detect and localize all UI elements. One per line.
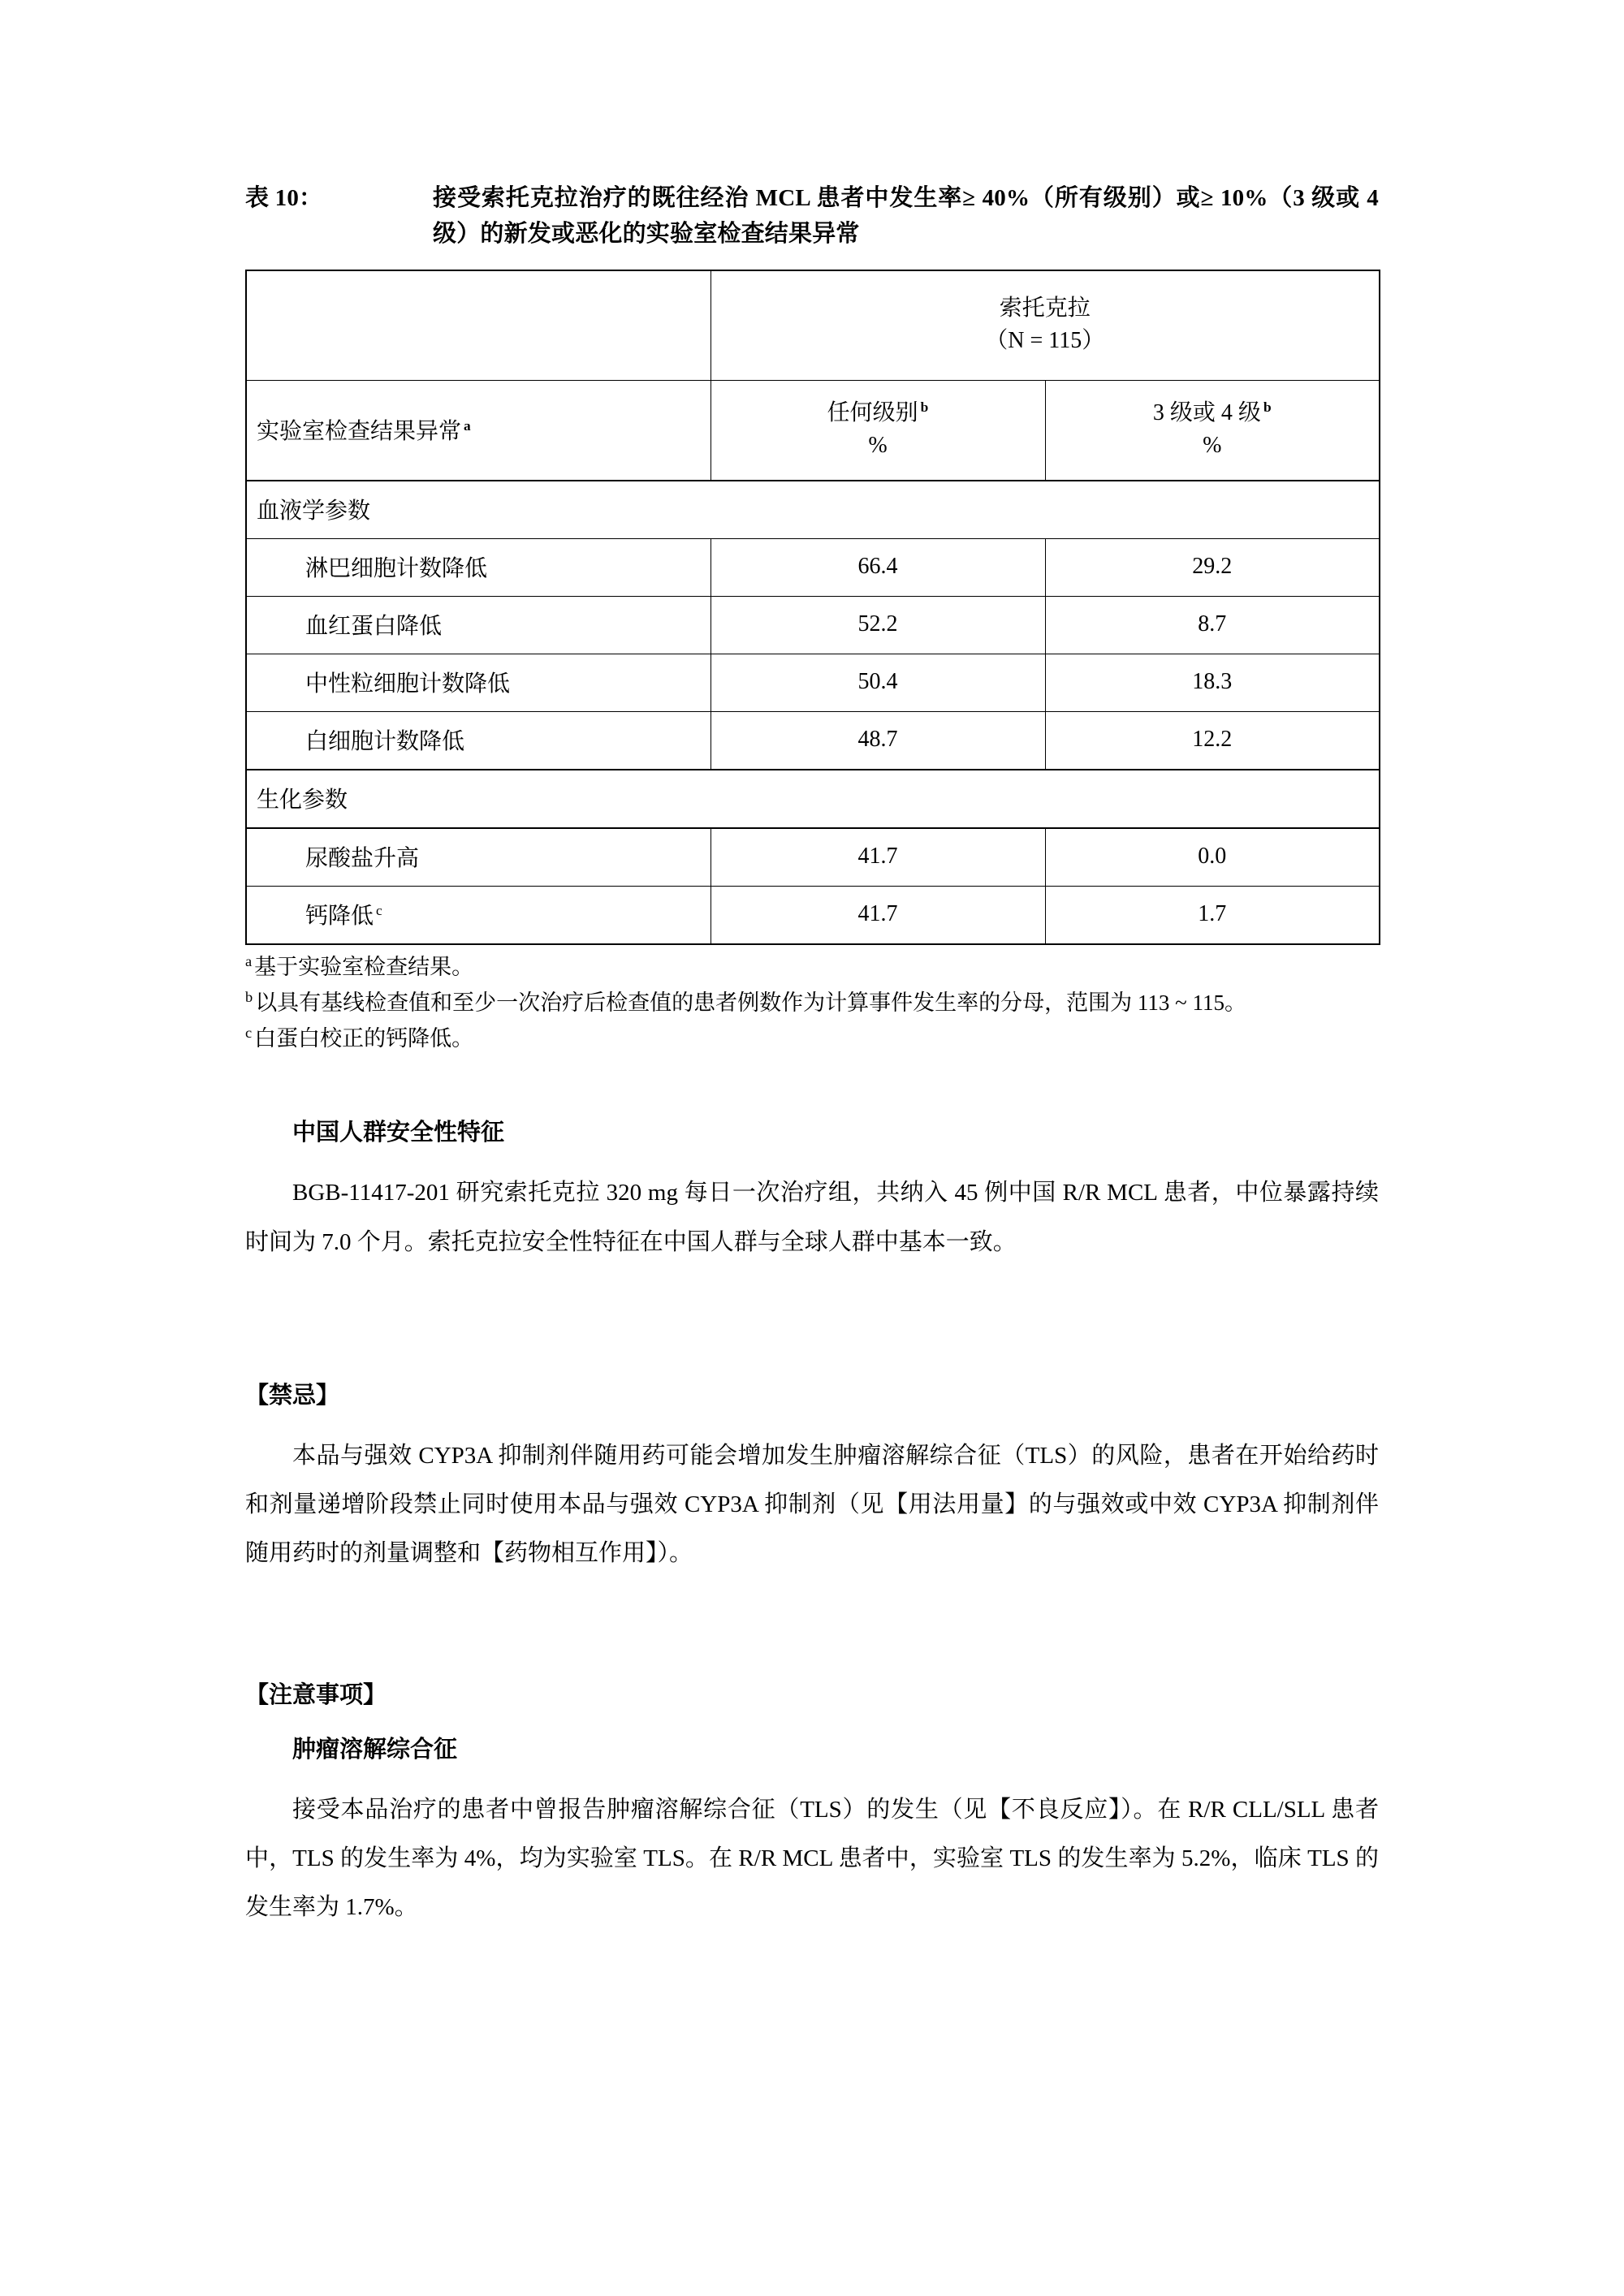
header-row-label: 实验室检查结果异常	[257, 419, 462, 445]
row-label: 血红蛋白降低	[246, 597, 710, 654]
group-name-biochemistry: 生化参数	[246, 770, 1380, 828]
table-footnotes	[245, 950, 1379, 1055]
spacer	[245, 1057, 1379, 1078]
footnote-mark: b	[245, 989, 253, 1006]
row-label-calcium	[246, 887, 710, 945]
footnote-a	[245, 950, 1379, 984]
table-caption-label: 表 10：	[245, 185, 323, 211]
header-grade34-label-wrap	[1051, 397, 1375, 429]
row-grade34: 1.7	[1045, 887, 1380, 945]
spacer	[245, 1267, 1379, 1341]
footnote-text: 以具有基线检查值和至少一次治疗后检查值的患者例数作为计算事件发生率的分母，范围为 113 ~ 115。	[255, 990, 1247, 1016]
header-any-grade-label-wrap	[716, 397, 1040, 429]
header-drug-n: （N = 115）	[985, 328, 1105, 354]
header-grade34-label: 3 级或 4 级	[1152, 400, 1261, 426]
spacer	[245, 1410, 1379, 1431]
header-grade34-sup: b	[1263, 399, 1272, 416]
table-row	[246, 712, 1380, 770]
footnote-text: 基于实验室检查结果。	[254, 955, 474, 980]
row-grade34: 8.7	[1045, 597, 1380, 654]
table-row	[246, 539, 1380, 597]
row-any-grade: 66.4	[710, 539, 1045, 597]
section-paragraph-precautions: 接受本品治疗的患者中曾报告肿瘤溶解综合征（TLS）的发生（见【不良反应】）。在 R/R CLL/SLL 患者中，TLS 的发生率为 4%，均为实验室 TLS。在 R/R MCL 患者中，实验室 TLS 的发生率为 5.2%，临床 TLS 的发生率为 1.7%。	[245, 1796, 1379, 1920]
table-header-row-drug	[246, 270, 1380, 381]
header-any-grade-label: 任何级别	[827, 400, 918, 426]
table-row	[246, 887, 1380, 945]
spacer	[245, 1710, 1379, 1731]
spacer	[245, 1147, 1379, 1168]
subsection-heading-tls: 肿瘤溶解综合征	[292, 1736, 458, 1763]
row-label: 中性粒细胞计数降低	[246, 654, 710, 712]
group-name-hematology: 血液学参数	[246, 481, 1380, 539]
table-row	[246, 597, 1380, 654]
row-grade34: 0.0	[1045, 828, 1380, 887]
page-content	[245, 180, 1379, 1931]
footnote-text: 白蛋白校正的钙降低。	[254, 1026, 474, 1051]
header-row-label-cell	[246, 381, 710, 481]
row-label: 尿酸盐升高	[246, 828, 710, 887]
table-caption	[245, 180, 1379, 252]
row-label: 钙降低	[305, 904, 374, 930]
header-any-grade-unit: %	[868, 433, 888, 459]
row-any-grade: 50.4	[710, 654, 1045, 712]
section-paragraph-china-safety: BGB-11417-201 研究索托克拉 320 mg 每日一次治疗组，共纳入 45 例中国 R/R MCL 患者，中位暴露持续时间为 7.0 个月。索托克拉安全性特征在中国人群与全球人群中基本一致。	[245, 1180, 1379, 1255]
row-any-grade: 41.7	[710, 887, 1045, 945]
header-grade34-unit: %	[1203, 433, 1222, 459]
header-grade34-cell	[1045, 381, 1380, 481]
row-label: 淋巴细胞计数降低	[246, 539, 710, 597]
header-any-grade-cell	[710, 381, 1045, 481]
footnote-mark: a	[245, 953, 253, 970]
section-paragraph-contraindications: 本品与强效 CYP3A 抑制剂伴随用药可能会增加发生肿瘤溶解综合征（TLS）的风险，患者在开始给药时和剂量递增阶段禁止同时使用本品与强效 CYP3A 抑制剂（见【用法用量】的与强效或中效 CYP3A 抑制剂伴随用药时的剂量调整和【药物相互作用】）。	[245, 1442, 1379, 1566]
section-heading-precautions: 【注意事项】	[245, 1681, 387, 1708]
section-heading-china-safety: 中国人群安全性特征	[292, 1120, 505, 1146]
table-row	[246, 654, 1380, 712]
table-caption-text: 接受索托克拉治疗的既往经治 MCL 患者中发生率≥ 40%（所有级别）或≥ 10%（3 级或 4 级）的新发或恶化的实验室检查结果异常	[433, 185, 1379, 248]
spacer	[245, 1577, 1379, 1641]
row-any-grade: 52.2	[710, 597, 1045, 654]
row-any-grade: 41.7	[710, 828, 1045, 887]
row-label: 白细胞计数降低	[246, 712, 710, 770]
row-label-sup: c	[376, 902, 382, 918]
spacer	[245, 1764, 1379, 1785]
header-row-label-sup: a	[464, 417, 471, 434]
header-drug-name: 索托克拉	[999, 295, 1091, 321]
table-group-header-row	[246, 481, 1380, 539]
section-heading-contraindications: 【禁忌】	[245, 1382, 340, 1409]
footnote-c	[245, 1021, 1379, 1055]
table-header-row-columns	[246, 381, 1380, 481]
lab-abnormalities-table	[245, 270, 1380, 945]
table-group-header-row	[246, 770, 1380, 828]
row-grade34: 29.2	[1045, 539, 1380, 597]
row-grade34: 18.3	[1045, 654, 1380, 712]
footnote-b	[245, 986, 1379, 1020]
footnote-mark: c	[245, 1025, 253, 1042]
table-row	[246, 828, 1380, 887]
header-blank-cell	[246, 270, 710, 381]
row-any-grade: 48.7	[710, 712, 1045, 770]
header-drug-cell	[710, 270, 1380, 381]
header-any-grade-sup: b	[920, 399, 929, 416]
row-grade34: 12.2	[1045, 712, 1380, 770]
